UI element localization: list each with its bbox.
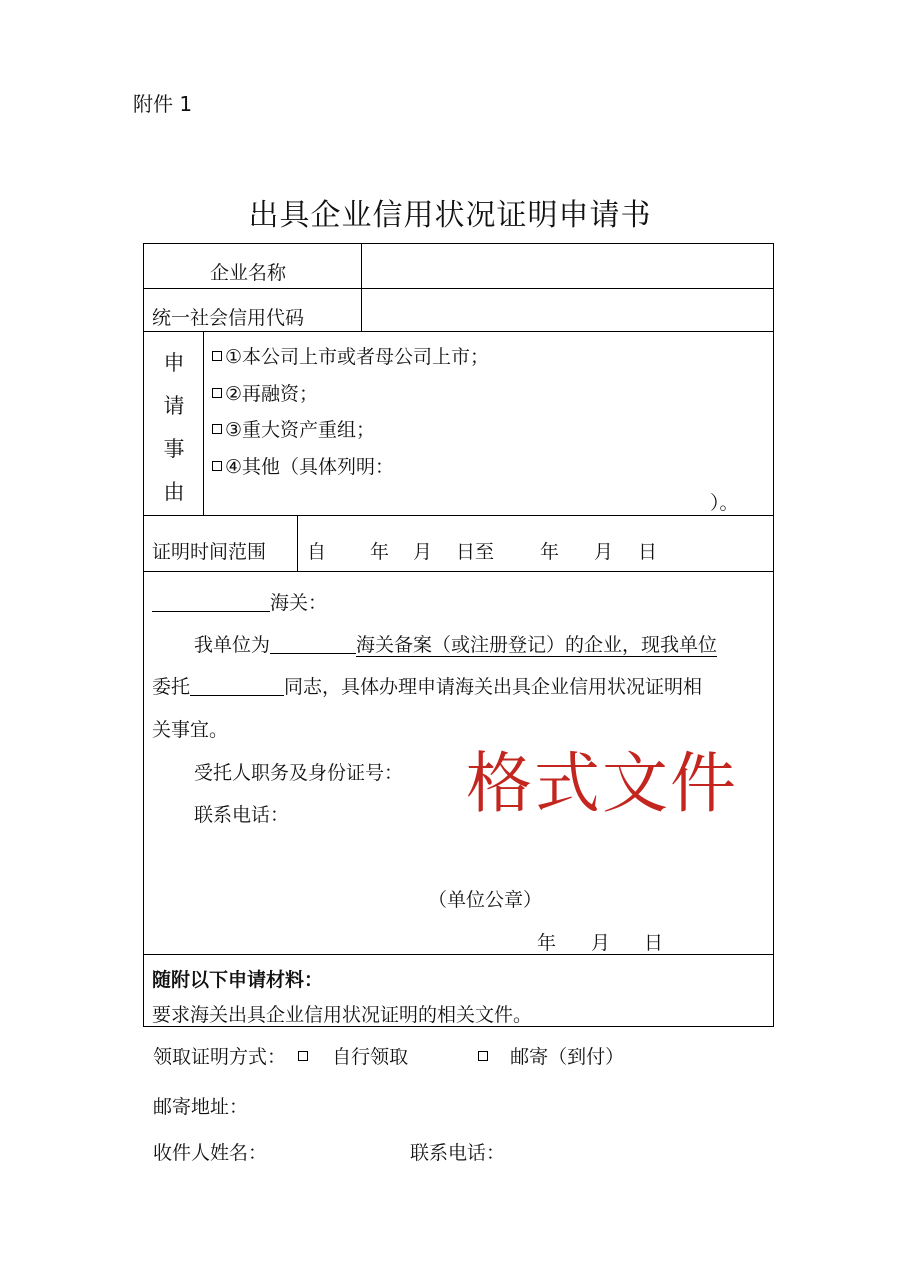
- company-name-field[interactable]: [363, 245, 773, 287]
- row-divider: [144, 331, 773, 332]
- pickup-mail-checkbox[interactable]: [478, 1051, 488, 1061]
- reason-label: [144, 342, 204, 514]
- date-month: 月: [591, 932, 611, 954]
- period-year: 年: [540, 541, 560, 563]
- attachment-label: 附件 1: [133, 92, 193, 116]
- reason-label-char: 由: [163, 480, 185, 504]
- checkbox[interactable]: [212, 461, 222, 471]
- period-month: 月: [413, 541, 433, 563]
- seal-label: （单位公章）: [428, 889, 543, 911]
- mailing-address-label: 邮寄地址：: [153, 1096, 249, 1118]
- reason-label-char: 申: [163, 351, 185, 375]
- phone-label: 联系电话：: [194, 804, 290, 826]
- reason-option-listing[interactable]: [212, 342, 489, 369]
- reason-option-refinancing[interactable]: [212, 379, 318, 406]
- customs-suffix: 海关：: [270, 592, 328, 614]
- agent-name-blank[interactable]: [190, 675, 284, 696]
- line2-prefix: 委托: [152, 676, 191, 698]
- pickup-mail-label: 邮寄（到付）: [510, 1046, 625, 1068]
- period-month: 月: [594, 541, 614, 563]
- credit-code-label: 统一社会信用代码: [152, 307, 305, 329]
- period-label: 证明时间范围: [152, 541, 267, 563]
- application-form-table: [143, 243, 774, 1027]
- row-divider: [144, 515, 773, 516]
- company-name-label: 企业名称: [210, 262, 287, 284]
- date-year: 年: [537, 932, 557, 954]
- period-day: 日: [638, 541, 658, 563]
- customs-name-blank[interactable]: [270, 633, 356, 654]
- line1-suffix: 海关备案（或注册登记）的企业，现我单位: [356, 634, 718, 656]
- date-day: 日: [644, 932, 664, 954]
- reason-option-other[interactable]: [212, 452, 394, 479]
- letter-line-1: [194, 630, 717, 657]
- row-divider: [144, 954, 773, 955]
- checkbox[interactable]: [212, 424, 222, 434]
- reason-label-char: 请: [163, 394, 185, 418]
- pickup-method: [153, 1042, 624, 1069]
- line1-prefix: 我单位为: [194, 634, 271, 656]
- row-divider: [144, 571, 773, 572]
- pickup-self-checkbox[interactable]: [298, 1051, 308, 1061]
- checkbox[interactable]: [212, 351, 222, 361]
- column-divider: [297, 515, 298, 571]
- pickup-self-label: 自行领取: [332, 1046, 409, 1068]
- letter-line-3: 关事宜。: [152, 719, 229, 741]
- reason-option-label: ③重大资产重组；: [225, 419, 376, 441]
- reason-closing: ）。: [710, 492, 739, 514]
- period-day-to: 日至: [456, 541, 495, 563]
- reason-label-char: 事: [163, 437, 185, 461]
- period-year: 年: [370, 541, 390, 563]
- recipient-phone-label: 联系电话：: [410, 1142, 506, 1164]
- customs-line: [152, 588, 327, 615]
- line2-suffix: 同志，具体办理申请海关出具企业信用状况证明相: [284, 676, 703, 698]
- pickup-label: 领取证明方式：: [153, 1046, 287, 1068]
- customs-blank[interactable]: [152, 591, 270, 612]
- recipient-name-label: 收件人姓名：: [153, 1142, 268, 1164]
- reason-option-label: ①本公司上市或者母公司上市；: [225, 346, 490, 368]
- credit-code-field[interactable]: [363, 289, 773, 330]
- page-title: 出具企业信用状况证明申请书: [248, 198, 652, 233]
- column-divider: [361, 244, 362, 331]
- materials-item: 要求海关出具企业信用状况证明的相关文件。: [152, 1004, 533, 1026]
- letter-line-2: [152, 672, 702, 699]
- reason-option-label: ④其他（具体列明：: [225, 456, 395, 478]
- checkbox[interactable]: [212, 388, 222, 398]
- materials-heading: 随附以下申请材料：: [152, 969, 324, 991]
- period-from: 自: [307, 541, 327, 563]
- reason-option-label: ②再融资；: [225, 383, 319, 405]
- reason-option-restructuring[interactable]: [212, 415, 375, 442]
- watermark-format-document: 格式文件: [466, 745, 738, 822]
- agent-id-label: 受托人职务及身份证号：: [194, 762, 404, 784]
